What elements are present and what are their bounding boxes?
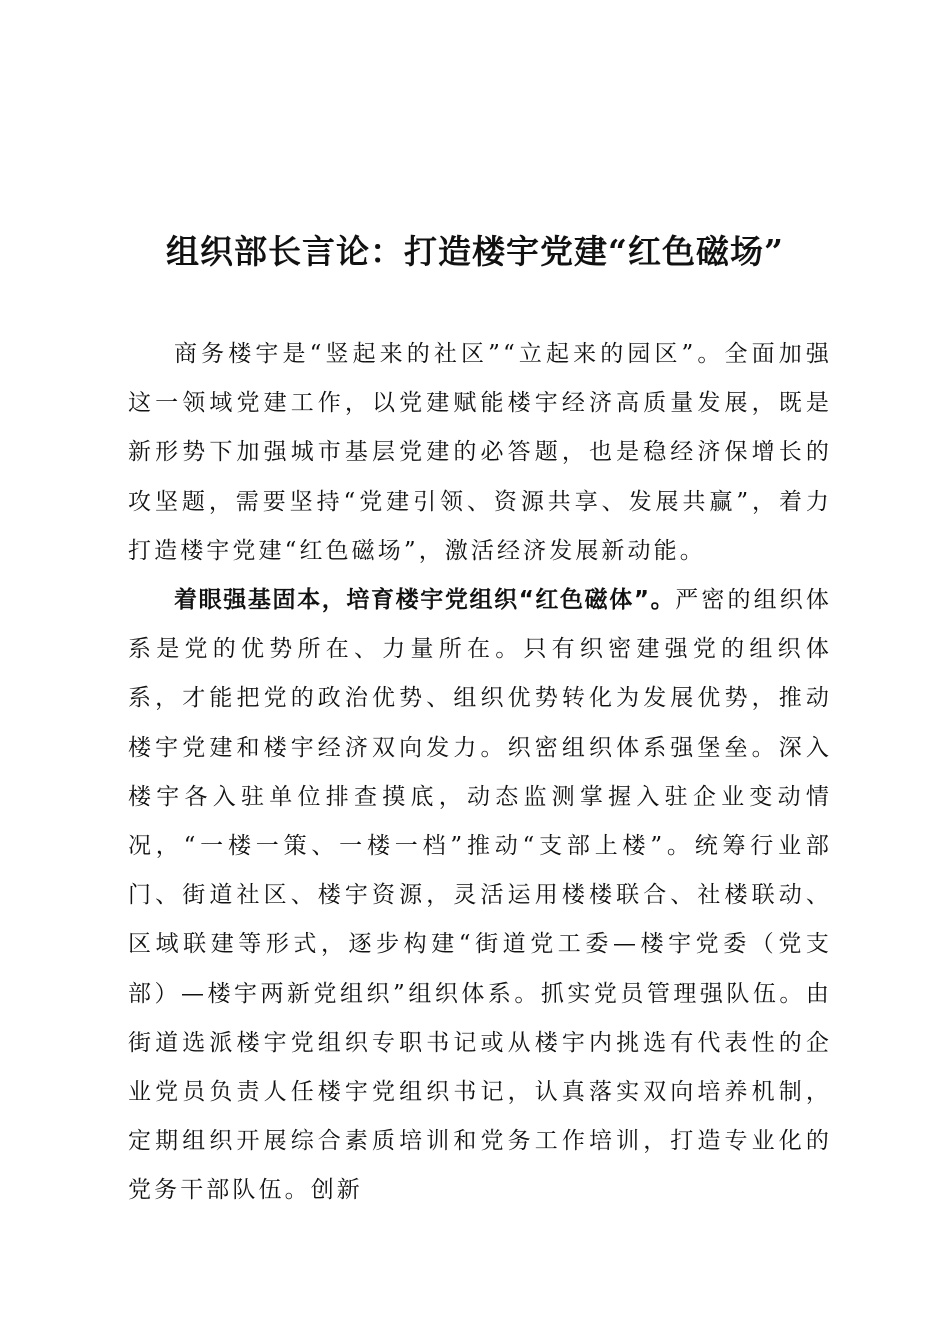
paragraph-lead-heading: 着眼强基固本，培育楼宇党组织“红色磁体”。 [174,587,676,614]
paragraph-text: 严密的组织体系是党的优势所在、力量所在。只有织密建强党的组织体系，才能把党的政治优势、组织优势转化为发展优势，推动楼宇党建和楼宇经济双向发力。织密组织体系强堡垒。深入楼宇各入驻单位排查摸底，动态监测掌握入驻企业变动情况，“一楼一策、一楼一档”推动“支部上楼”。统筹行业部门、街道社区、楼宇资源，灵活运用楼楼联合、社楼联动、区域联建等形式，逐步构建“街道党工委—楼宇党委（党支部）—楼宇两新党组织”组织体系。抓实党员管理强队伍。由街道选派楼宇党组织专职书记或从楼宇内挑选有代表性的企业党员负责人任楼宇党组织书记，认真落实双向培养机制，定期组织开展综合素质培训和党务工作培训，打造专业化的党务干部队伍。创新 [128,587,832,1204]
document-title: 组织部长言论：打造楼宇党建“红色磁场” [166,232,784,271]
paragraph-text: 商务楼宇是“竖起来的社区”“立起来的园区”。全面加强这一领域党建工作，以党建赋能楼宇经济高质量发展，既是新形势下加强城市基层党建的必答题，也是稳经济保增长的攻坚题，需要坚持“党建引领、资源共享、发展共赢”，着力打造楼宇党建“红色磁场”，激活经济发展新动能。 [128,341,832,564]
paragraph-section-1 [128,576,832,1216]
paragraph-intro [128,330,832,576]
document-body [128,330,832,1216]
